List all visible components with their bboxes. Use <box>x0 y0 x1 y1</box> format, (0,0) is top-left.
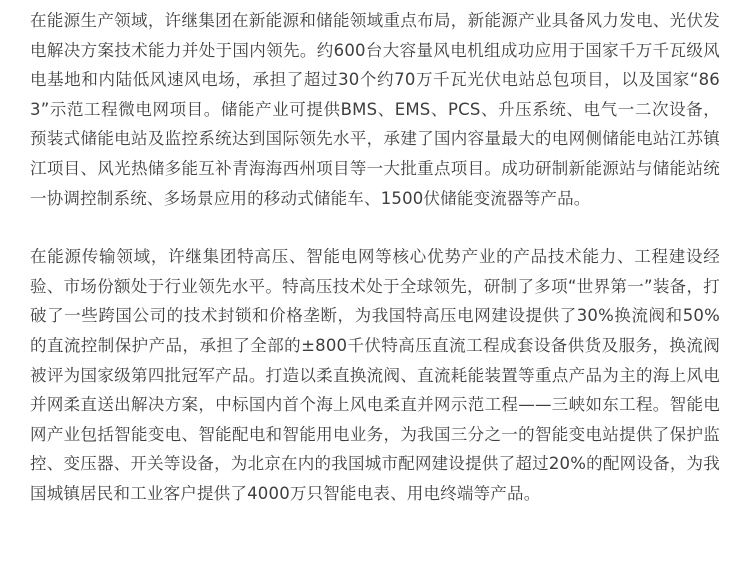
article-body <box>30 6 720 509</box>
paragraph-energy-transmission: 在能源传输领域，许继集团特高压、智能电网等核心优势产业的产品技术能力、工程建设经验、市场份额处于行业领先水平。特高压技术处于全球领先，研制了多项“世界第一”装备，打破了一些跨国公司的技术封锁和价格垄断，为我国特高压电网建设提供了30%换流阀和50%的直流控制保护产品，承担了全部的±800千伏特高压直流工程成套设备供货及服务，换流阀被评为国家级第四批冠军产品。打造以柔直换流阀、直流耗能装置等重点产品为主的海上风电并网柔直送出解决方案，中标国内首个海上风电柔直并网示范工程——三峡如东工程。智能电网产业包括智能变电、智能配电和智能用电业务，为我国三分之一的智能变电站提供了保护监控、变压器、开关等设备，为北京在内的我国城市配网建设提供了超过20%的配网设备，为我国城镇居民和工业客户提供了4000万只智能电表、用电终端等产品。 <box>30 247 720 503</box>
paragraph-energy-production: 在能源生产领域，许继集团在新能源和储能领域重点布局，新能源产业具备风力发电、光伏发电解决方案技术能力并处于国内领先。约600台大容量风电机组成功应用于国家千万千瓦级风电基地和内陆低风速风电场，承担了超过30个约70万千瓦光伏电站总包项目，以及国家“863”示范工程微电网项目。储能产业可提供BMS、EMS、PCS、升压系统、电气一二次设备，预装式储能电站及监控系统达到国际领先水平，承建了国内容量最大的电网侧储能电站江苏镇江项目、风光热储多能互补青海海西州项目等一大批重点项目。成功研制新能源站与储能站统一协调控制系统、多场景应用的移动式储能车、1500伏储能变流器等产品。 <box>30 11 720 208</box>
